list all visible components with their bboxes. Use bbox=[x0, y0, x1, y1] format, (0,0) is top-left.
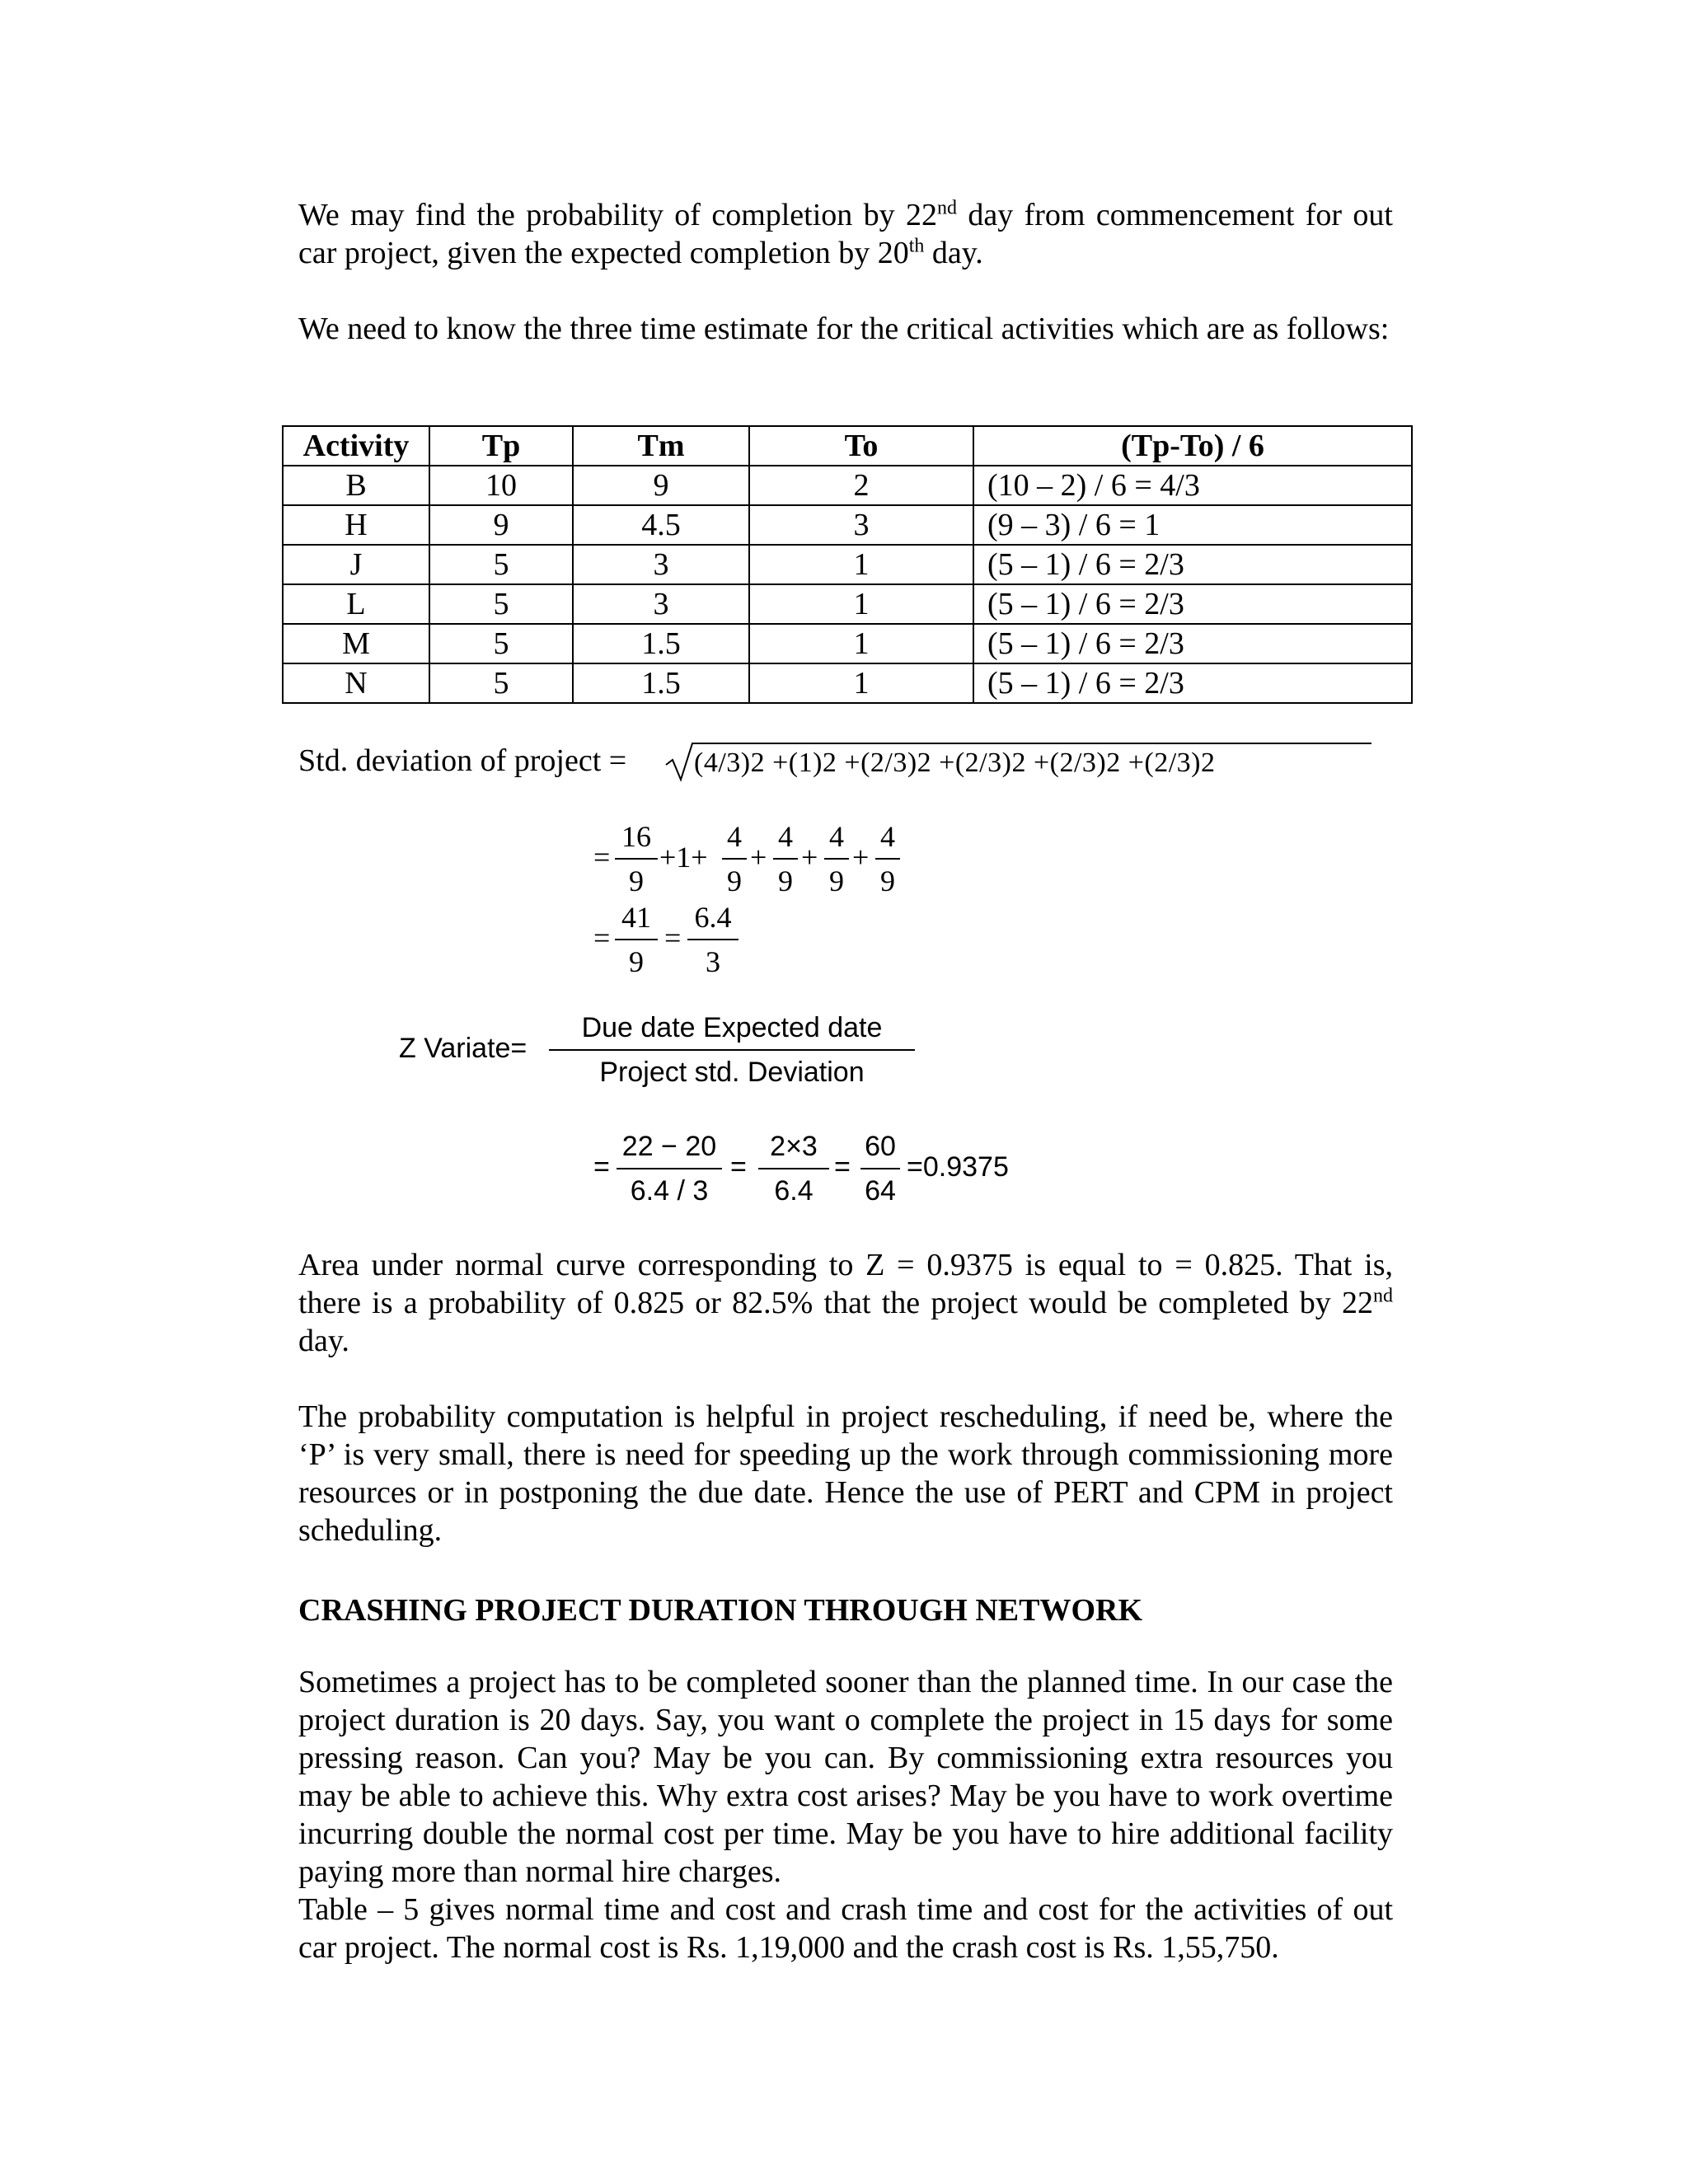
numerator: Due date Expected date bbox=[581, 1012, 883, 1043]
fraction-bar bbox=[549, 1049, 915, 1051]
cell-activity: B bbox=[283, 466, 429, 505]
radicand: (4/3)2 +(1)2 +(2/3)2 +(2/3)2 +(2/3)2 +(2/3)2 bbox=[694, 748, 1216, 778]
cell-std-dev: (10 – 2) / 6 = 4/3 bbox=[973, 466, 1412, 505]
time-estimate-table bbox=[282, 425, 1413, 704]
superscript: th bbox=[908, 235, 925, 257]
header-activity: Activity bbox=[283, 426, 429, 466]
text-run: Area under normal curve corresponding to Z = 0.9375 is equal to = 0.825. That is, there is a probability of 0.825 or 82.5% that the project would be completed by 22 bbox=[298, 1248, 1393, 1320]
equals-sign: = bbox=[593, 921, 611, 954]
plus-one-plus: +1+ bbox=[659, 841, 708, 874]
cell-std-dev: (5 – 1) / 6 = 2/3 bbox=[973, 584, 1412, 624]
denominator: 9 bbox=[629, 865, 644, 898]
numerator: 60 bbox=[865, 1131, 896, 1162]
cell-tm: 4.5 bbox=[573, 505, 749, 545]
cell-to: 2 bbox=[749, 466, 973, 505]
cell-tm: 3 bbox=[573, 584, 749, 624]
fraction-bar bbox=[615, 858, 658, 860]
table-row bbox=[283, 663, 1412, 703]
cell-activity: L bbox=[283, 584, 429, 624]
fraction-41-9 bbox=[615, 901, 658, 978]
table-row bbox=[283, 624, 1412, 663]
z-value: 0.9375 bbox=[922, 1151, 1009, 1183]
probability-paragraph: The probability computation is helpful in project rescheduling, if need be, where the ‘P’ is very small, there is need for speeding up the work through commissioning more resources or in postponing the due date. Hence the use of PERT and CPM in project scheduling. bbox=[298, 1399, 1393, 1548]
text-run: day from commencement for out car project, given the expected completion by 20 bbox=[298, 198, 1393, 270]
equals-sign: = bbox=[664, 921, 682, 954]
fraction-bar bbox=[773, 858, 798, 860]
equals-sign: = bbox=[834, 1151, 851, 1183]
z-result bbox=[907, 1151, 1009, 1183]
header-to: To bbox=[749, 426, 973, 466]
cell-tp: 5 bbox=[429, 545, 573, 584]
cell-activity: N bbox=[283, 663, 429, 703]
cell-to: 1 bbox=[749, 663, 973, 703]
fraction-4-9 bbox=[875, 820, 900, 898]
cell-tm: 1.5 bbox=[573, 624, 749, 663]
cell-tm: 1.5 bbox=[573, 663, 749, 703]
fraction-6.4-3 bbox=[687, 901, 738, 978]
section-heading: CRASHING PROJECT DURATION THROUGH NETWORK bbox=[298, 1593, 1143, 1628]
area-paragraph bbox=[298, 1246, 1393, 1360]
cell-to: 1 bbox=[749, 624, 973, 663]
header-tp: Tp bbox=[429, 426, 573, 466]
fraction-4-9 bbox=[824, 820, 849, 898]
numerator: 4 bbox=[727, 820, 742, 853]
cell-tp: 9 bbox=[429, 505, 573, 545]
z-variate-label bbox=[399, 1032, 527, 1065]
denominator: 9 bbox=[629, 945, 644, 978]
table-header-row bbox=[283, 426, 1412, 466]
header-std-dev: (Tp-To) / 6 bbox=[973, 426, 1412, 466]
denominator: 3 bbox=[706, 945, 720, 978]
numerator: 4 bbox=[829, 820, 844, 853]
numerator: 4 bbox=[778, 820, 793, 853]
table5-paragraph: Table – 5 gives normal time and cost and crash time and cost for the activities of out car project. The normal cost is Rs. 1,19,000 and the crash cost is Rs. 1,55,750. bbox=[298, 1892, 1393, 1965]
fraction-2x3-6.4 bbox=[758, 1130, 829, 1207]
text-run: day. bbox=[924, 236, 983, 270]
equals-sign: = bbox=[907, 1151, 923, 1183]
fraction-22-20 bbox=[617, 1130, 722, 1207]
superscript: nd bbox=[937, 197, 958, 219]
cell-tp: 5 bbox=[429, 624, 573, 663]
text-run: day. bbox=[298, 1324, 349, 1358]
equals-sign: = bbox=[593, 841, 611, 874]
header-tm: Tm bbox=[573, 426, 749, 466]
cell-std-dev: (5 – 1) / 6 = 2/3 bbox=[973, 545, 1412, 584]
equals-sign: = bbox=[730, 1151, 747, 1183]
denominator: 6.4 / 3 bbox=[630, 1175, 709, 1207]
fraction-bar bbox=[758, 1168, 829, 1169]
numerator: 4 bbox=[880, 820, 895, 853]
denominator: 64 bbox=[865, 1175, 896, 1207]
cell-to: 3 bbox=[749, 505, 973, 545]
cell-tm: 3 bbox=[573, 545, 749, 584]
cell-std-dev: (5 – 1) / 6 = 2/3 bbox=[973, 624, 1412, 663]
fraction-bar bbox=[615, 939, 658, 940]
cell-tp: 5 bbox=[429, 584, 573, 624]
table-row bbox=[283, 466, 1412, 505]
superscript: nd bbox=[1373, 1285, 1393, 1307]
z-variate-text: Z Variate bbox=[399, 1033, 511, 1064]
table-row bbox=[283, 505, 1412, 545]
cell-tp: 10 bbox=[429, 466, 573, 505]
intro-paragraph-1 bbox=[298, 196, 1393, 272]
cell-activity: H bbox=[283, 505, 429, 545]
fraction-bar bbox=[860, 1168, 900, 1169]
fraction-bar bbox=[824, 858, 849, 860]
crashing-paragraph: Sometimes a project has to be completed sooner than the planned time. In our case the project duration is 20 days. Say, you want o complete the project in 15 days for some pressing reason. Can you? May be you can. By commissioning extra resources you may be able to achieve this. Why extra cost arises? May be you have to work overtime incurring double the normal cost per time. May be you have to hire additional facility paying more than normal hire charges. bbox=[298, 1665, 1393, 1889]
cell-std-dev: (5 – 1) / 6 = 2/3 bbox=[973, 663, 1412, 703]
numerator: 22 − 20 bbox=[621, 1131, 717, 1162]
numerator: 2×3 bbox=[770, 1131, 818, 1162]
denominator: 9 bbox=[778, 865, 793, 898]
intro-paragraph-2: We need to know the three time estimate for the critical activities which are as follows: bbox=[298, 312, 1390, 346]
fraction-bar bbox=[687, 939, 738, 940]
fraction-4-9 bbox=[773, 820, 798, 898]
cell-activity: M bbox=[283, 624, 429, 663]
numerator: 6.4 bbox=[694, 901, 732, 934]
plus-sign: + bbox=[852, 841, 870, 874]
fraction-bar bbox=[722, 858, 747, 860]
plus-sign: + bbox=[750, 841, 767, 874]
cell-tp: 5 bbox=[429, 663, 573, 703]
denominator: 9 bbox=[880, 865, 895, 898]
equals-sign: = bbox=[510, 1033, 528, 1064]
table-row bbox=[283, 545, 1412, 584]
text-run: We may find the probability of completion by 22 bbox=[298, 198, 938, 232]
cell-tm: 9 bbox=[573, 466, 749, 505]
denominator: 6.4 bbox=[774, 1175, 814, 1207]
cell-std-dev: (9 – 3) / 6 = 1 bbox=[973, 505, 1412, 545]
fraction-16-9 bbox=[615, 820, 658, 898]
fraction-4-9 bbox=[722, 820, 747, 898]
numerator: 16 bbox=[621, 820, 651, 853]
table-row bbox=[283, 584, 1412, 624]
fraction-60-64 bbox=[860, 1130, 900, 1207]
equals-sign: = bbox=[593, 1151, 610, 1183]
numerator: 41 bbox=[621, 901, 651, 934]
fraction-bar bbox=[875, 858, 900, 860]
denominator: 9 bbox=[829, 865, 844, 898]
z-variate-fraction bbox=[549, 1011, 915, 1089]
plus-sign: + bbox=[801, 841, 818, 874]
std-deviation-label: Std. deviation of project = bbox=[298, 743, 627, 778]
fraction-bar bbox=[617, 1168, 722, 1169]
denominator: 9 bbox=[727, 865, 742, 898]
cell-to: 1 bbox=[749, 545, 973, 584]
cell-to: 1 bbox=[749, 584, 973, 624]
denominator: Project std. Deviation bbox=[599, 1057, 865, 1088]
cell-activity: J bbox=[283, 545, 429, 584]
